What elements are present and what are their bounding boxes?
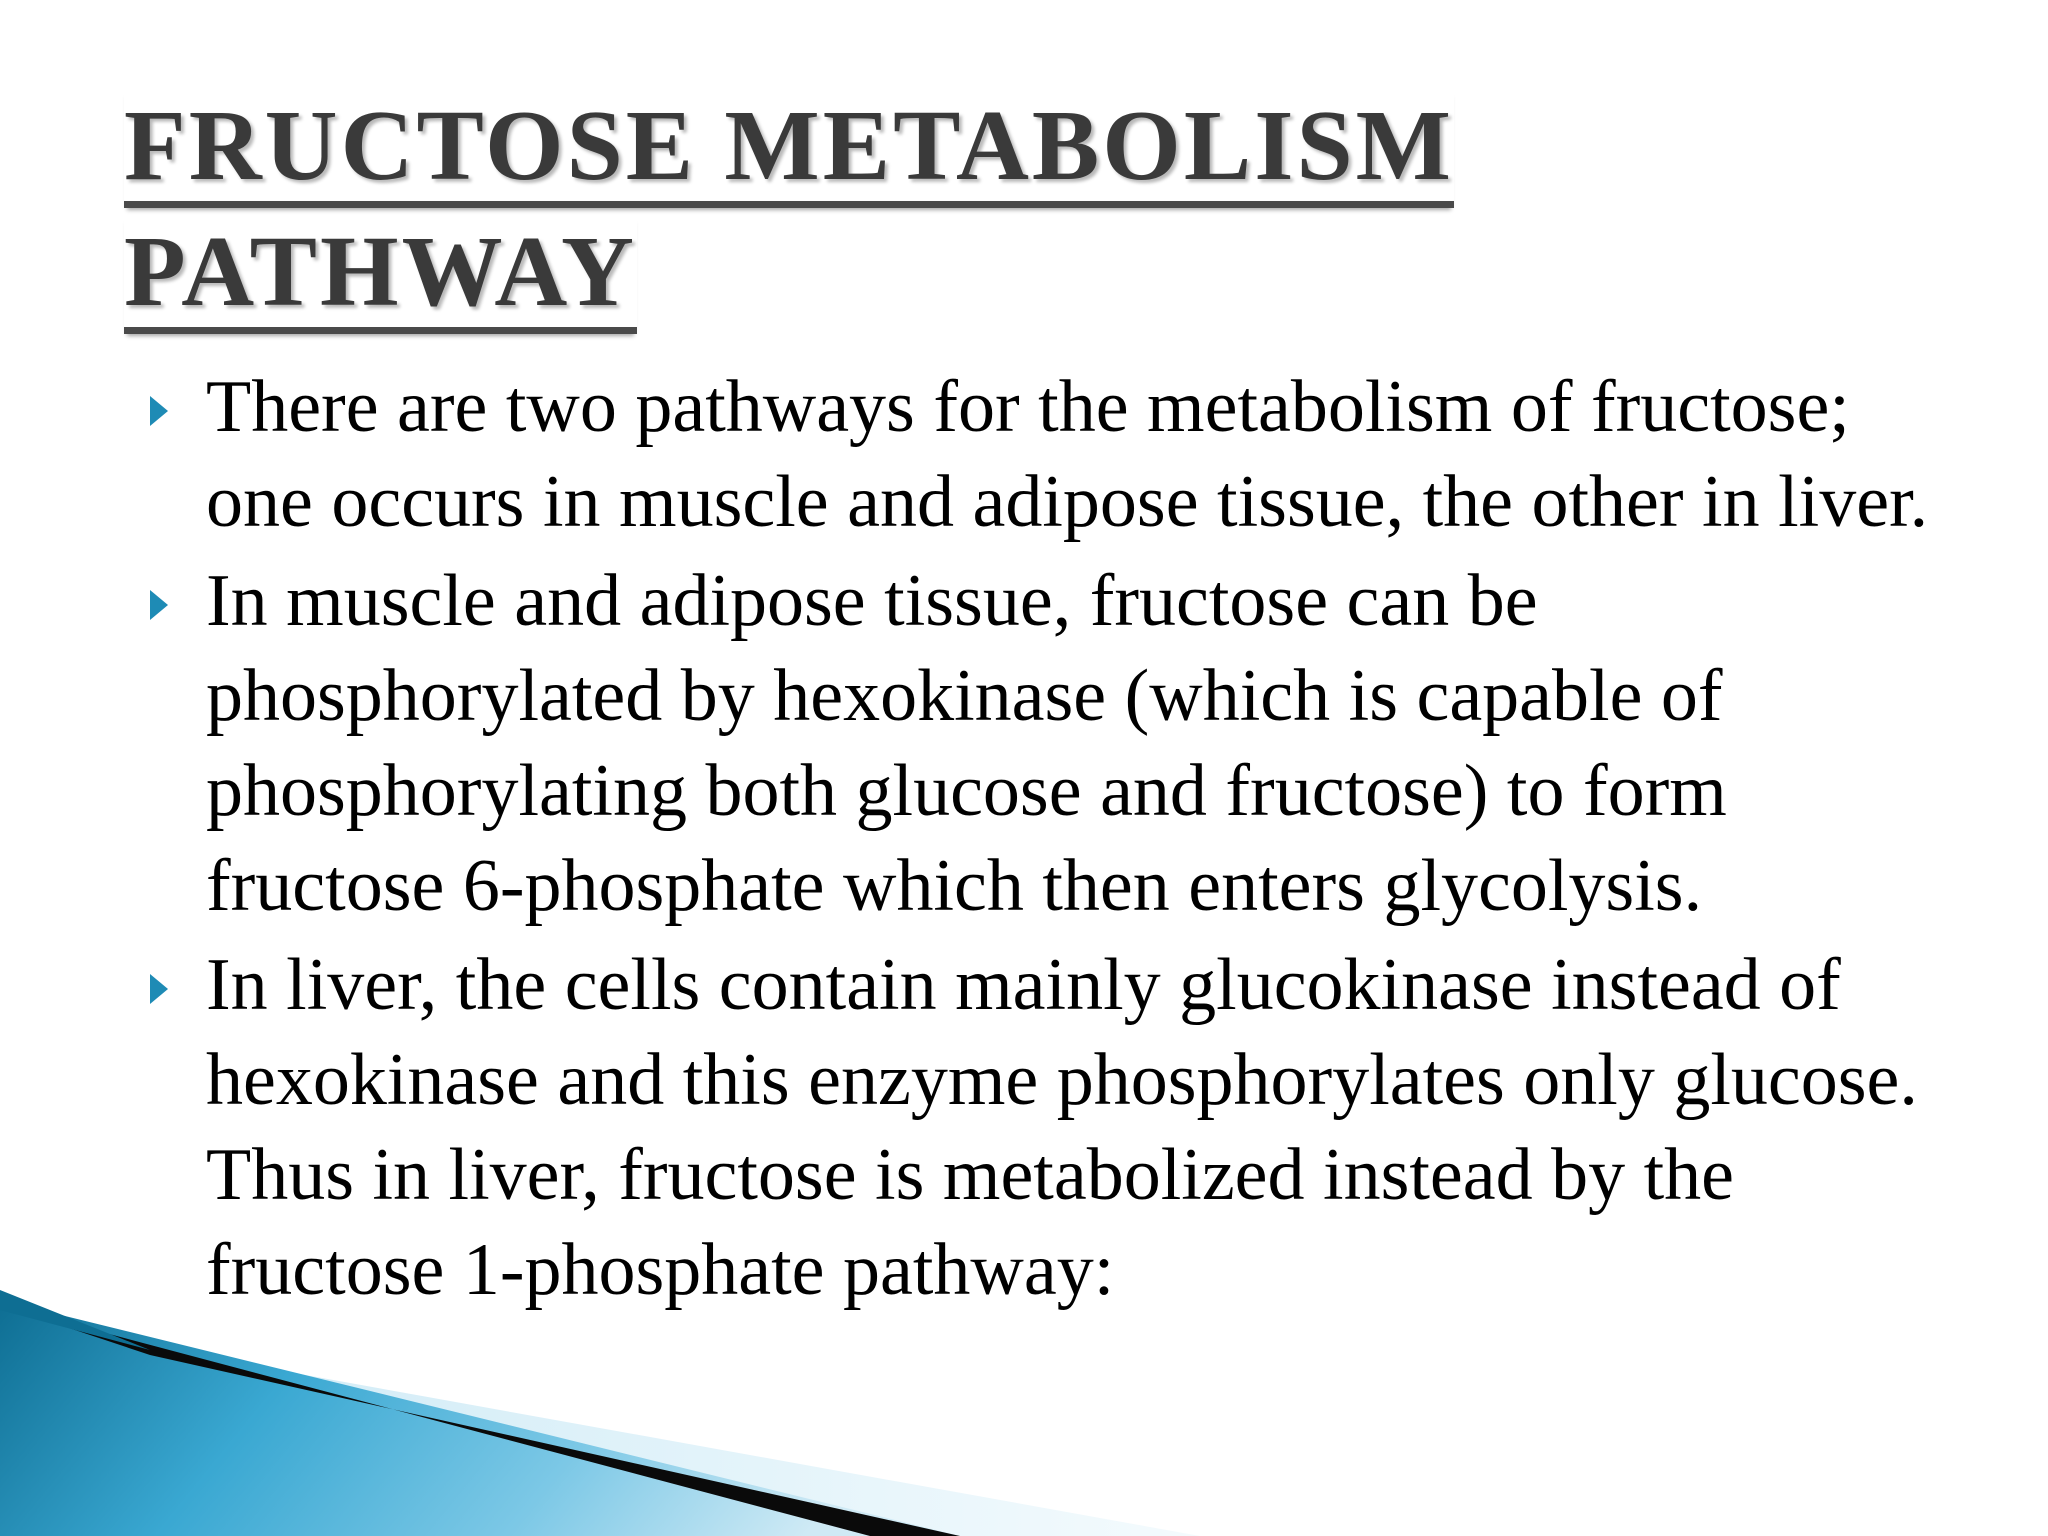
bullet-item [150, 554, 1950, 934]
slide-title [124, 82, 1624, 334]
title-line-1: FRUCTOSE METABOLISM [124, 89, 1454, 208]
title-line-2: PATHWAY [124, 215, 637, 334]
triangle-right-icon [150, 396, 168, 426]
bullet-item [150, 938, 1950, 1318]
bullet-text: There are two pathways for the metabolism of fructose; one occurs in muscle and adipose tissue, the other in liver. [206, 366, 1929, 543]
bullet-text: In muscle and adipose tissue, fructose can be phosphorylated by hexokinase (which is capable of phosphorylating both glucose and fructose) to form fructose 6-phosphate which then enters glycolysis. [206, 560, 1727, 927]
triangle-right-icon [150, 590, 168, 620]
triangle-right-icon [150, 974, 168, 1004]
bullet-text: In liver, the cells contain mainly glucokinase instead of hexokinase and this enzyme phosphorylates only glucose. Thus in liver, fructose is metabolized instead by the fructose 1-phosphate pathway: [206, 944, 1918, 1311]
bullet-item [150, 360, 1950, 550]
bullet-list [150, 360, 1950, 1322]
